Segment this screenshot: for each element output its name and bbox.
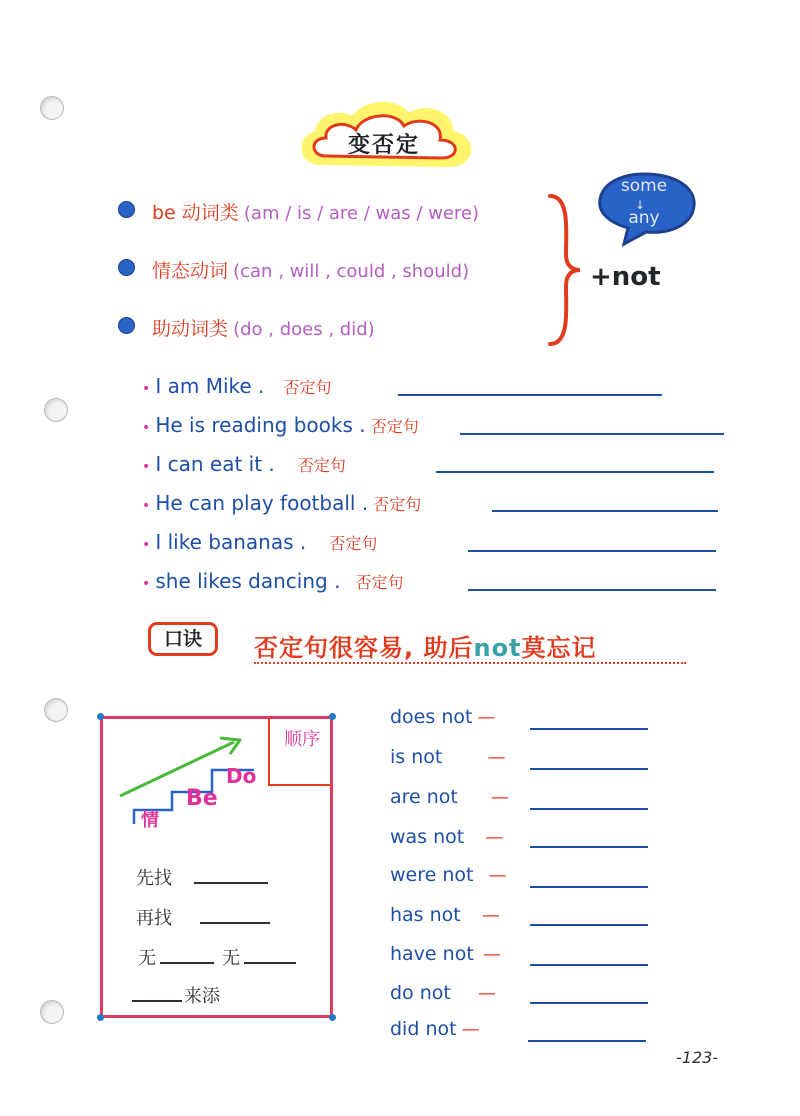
rule-head: 情态动词 — [152, 260, 229, 282]
contraction-dash: — — [485, 827, 504, 848]
exercise-row-4 — [142, 491, 421, 515]
answer-line-2[interactable] — [460, 433, 724, 435]
exercise-label: 否定句 — [297, 456, 346, 475]
contraction-blank-6[interactable] — [530, 924, 648, 926]
frame-corner-dot — [97, 713, 104, 720]
mnemonic-text — [254, 628, 597, 663]
contraction-blank-4[interactable] — [530, 846, 648, 848]
add-label: 来添 — [184, 986, 220, 1007]
contraction-blank-3[interactable] — [530, 808, 648, 810]
rule-row-2 — [152, 256, 469, 283]
mnemonic-not: not — [473, 634, 522, 662]
contraction-row-5 — [390, 864, 507, 886]
mnemonic-underline — [254, 662, 686, 664]
second-find-blank[interactable] — [200, 922, 270, 924]
exercise-row-5 — [142, 530, 377, 554]
contraction-text: has not — [390, 904, 461, 926]
contraction-row-1 — [390, 706, 496, 728]
exercise-label: 否定句 — [373, 495, 422, 514]
exercise-label: 否定句 — [329, 534, 378, 553]
frame-corner-dot — [329, 713, 336, 720]
contraction-text: was not — [390, 826, 465, 848]
curly-brace-icon — [544, 192, 584, 348]
exercise-bullet: • — [142, 498, 151, 514]
exercise-row-3 — [142, 452, 346, 476]
step-label-be: Be — [186, 786, 218, 811]
answer-line-6[interactable] — [468, 589, 716, 591]
rule-bullet-1 — [118, 201, 135, 218]
exercise-bullet: • — [142, 459, 151, 475]
contraction-blank-1[interactable] — [530, 728, 648, 730]
contraction-text: are not — [390, 786, 458, 808]
answer-line-5[interactable] — [468, 550, 716, 552]
contraction-row-7 — [390, 943, 501, 965]
exercise-sentence: she likes dancing . — [155, 569, 341, 593]
punch-hole-upper-middle — [44, 398, 68, 422]
first-find-blank[interactable] — [194, 882, 268, 884]
contraction-text: does not — [390, 706, 473, 728]
first-find-label: 先找 — [136, 868, 172, 889]
bubble-any-text: any — [628, 208, 660, 228]
contraction-dash: — — [477, 707, 496, 728]
exercise-sentence: I am Mike . — [155, 374, 265, 398]
punch-hole-lower-middle — [44, 698, 68, 722]
exercise-label: 否定句 — [355, 573, 404, 592]
contraction-row-6 — [390, 904, 500, 926]
contraction-dash: — — [482, 944, 501, 965]
contraction-blank-8[interactable] — [530, 1002, 648, 1004]
contraction-blank-9[interactable] — [528, 1040, 646, 1042]
contraction-dash: — — [488, 865, 507, 886]
contraction-row-9 — [390, 1018, 480, 1040]
rule-head: 助动词类 — [152, 318, 229, 340]
exercise-row-1 — [142, 374, 332, 398]
rule-bullet-2 — [118, 259, 135, 276]
punch-hole-top — [40, 96, 64, 120]
bubble-arrow-icon: ↓ — [634, 198, 646, 212]
rule-detail: (am / is / are / was / were) — [243, 203, 480, 224]
rule-bullet-3 — [118, 317, 135, 334]
frame-corner-dot — [329, 1014, 336, 1021]
exercise-label: 否定句 — [283, 378, 332, 397]
answer-line-1[interactable] — [398, 394, 662, 396]
rule-row-1 — [152, 198, 479, 225]
contraction-dash: — — [487, 747, 506, 768]
page-title: 变否定 — [347, 133, 420, 158]
wu-left-label: 无 — [138, 948, 156, 969]
contraction-row-4 — [390, 826, 503, 848]
contraction-dash: — — [477, 983, 496, 1004]
rule-head: be 动词类 — [152, 202, 239, 224]
contraction-blank-2[interactable] — [530, 768, 648, 770]
rule-row-3 — [152, 314, 375, 341]
punch-hole-bottom — [40, 1000, 64, 1024]
frame-corner-dot — [97, 1014, 104, 1021]
contraction-row-3 — [390, 786, 509, 808]
exercise-sentence: I can eat it . — [155, 452, 275, 476]
bubble-some-text: some — [620, 176, 668, 196]
step-label-qing: 情 — [141, 810, 159, 831]
answer-line-4[interactable] — [492, 510, 718, 512]
exercise-sentence: He is reading books . — [155, 413, 366, 437]
exercise-row-2 — [142, 413, 419, 437]
exercise-bullet: • — [142, 420, 151, 436]
contraction-text: do not — [390, 982, 451, 1004]
second-find-label: 再找 — [136, 908, 172, 929]
wu-right-blank[interactable] — [244, 962, 296, 964]
contraction-blank-7[interactable] — [530, 964, 648, 966]
contraction-row-2 — [390, 746, 505, 768]
exercise-bullet: • — [142, 537, 151, 553]
contraction-dash: — — [481, 905, 500, 926]
exercise-sentence: He can play football . — [155, 491, 369, 515]
contraction-dash: — — [461, 1019, 480, 1040]
wu-right-label: 无 — [222, 948, 240, 969]
contraction-text: is not — [390, 746, 443, 768]
rule-detail: (can , will , could , should) — [233, 261, 470, 282]
mnemonic-label: 口诀 — [148, 622, 218, 656]
page-number: -123- — [676, 1048, 719, 1067]
contraction-dash: — — [490, 787, 509, 808]
contraction-text: did not — [390, 1018, 457, 1040]
exercise-row-6 — [142, 569, 404, 593]
exercise-label: 否定句 — [370, 417, 419, 436]
wu-left-blank[interactable] — [160, 962, 214, 964]
exercise-bullet: • — [142, 381, 151, 397]
contraction-row-8 — [390, 982, 496, 1004]
plus-not-label: +not — [590, 262, 661, 292]
contraction-text: have not — [390, 943, 474, 965]
add-blank[interactable] — [132, 1000, 182, 1002]
mnemonic-text-before: 否定句很容易, 助后 — [254, 634, 474, 662]
step-label-do: Do — [226, 764, 257, 788]
order-label: 顺序 — [284, 729, 320, 750]
contraction-text: were not — [390, 864, 474, 886]
exercise-bullet: • — [142, 576, 151, 592]
contraction-blank-5[interactable] — [530, 886, 648, 888]
rule-detail: (do , does , did) — [233, 319, 375, 340]
mnemonic-text-after: 莫忘记 — [521, 634, 597, 662]
exercise-sentence: I like bananas . — [155, 530, 307, 554]
answer-line-3[interactable] — [436, 471, 714, 473]
